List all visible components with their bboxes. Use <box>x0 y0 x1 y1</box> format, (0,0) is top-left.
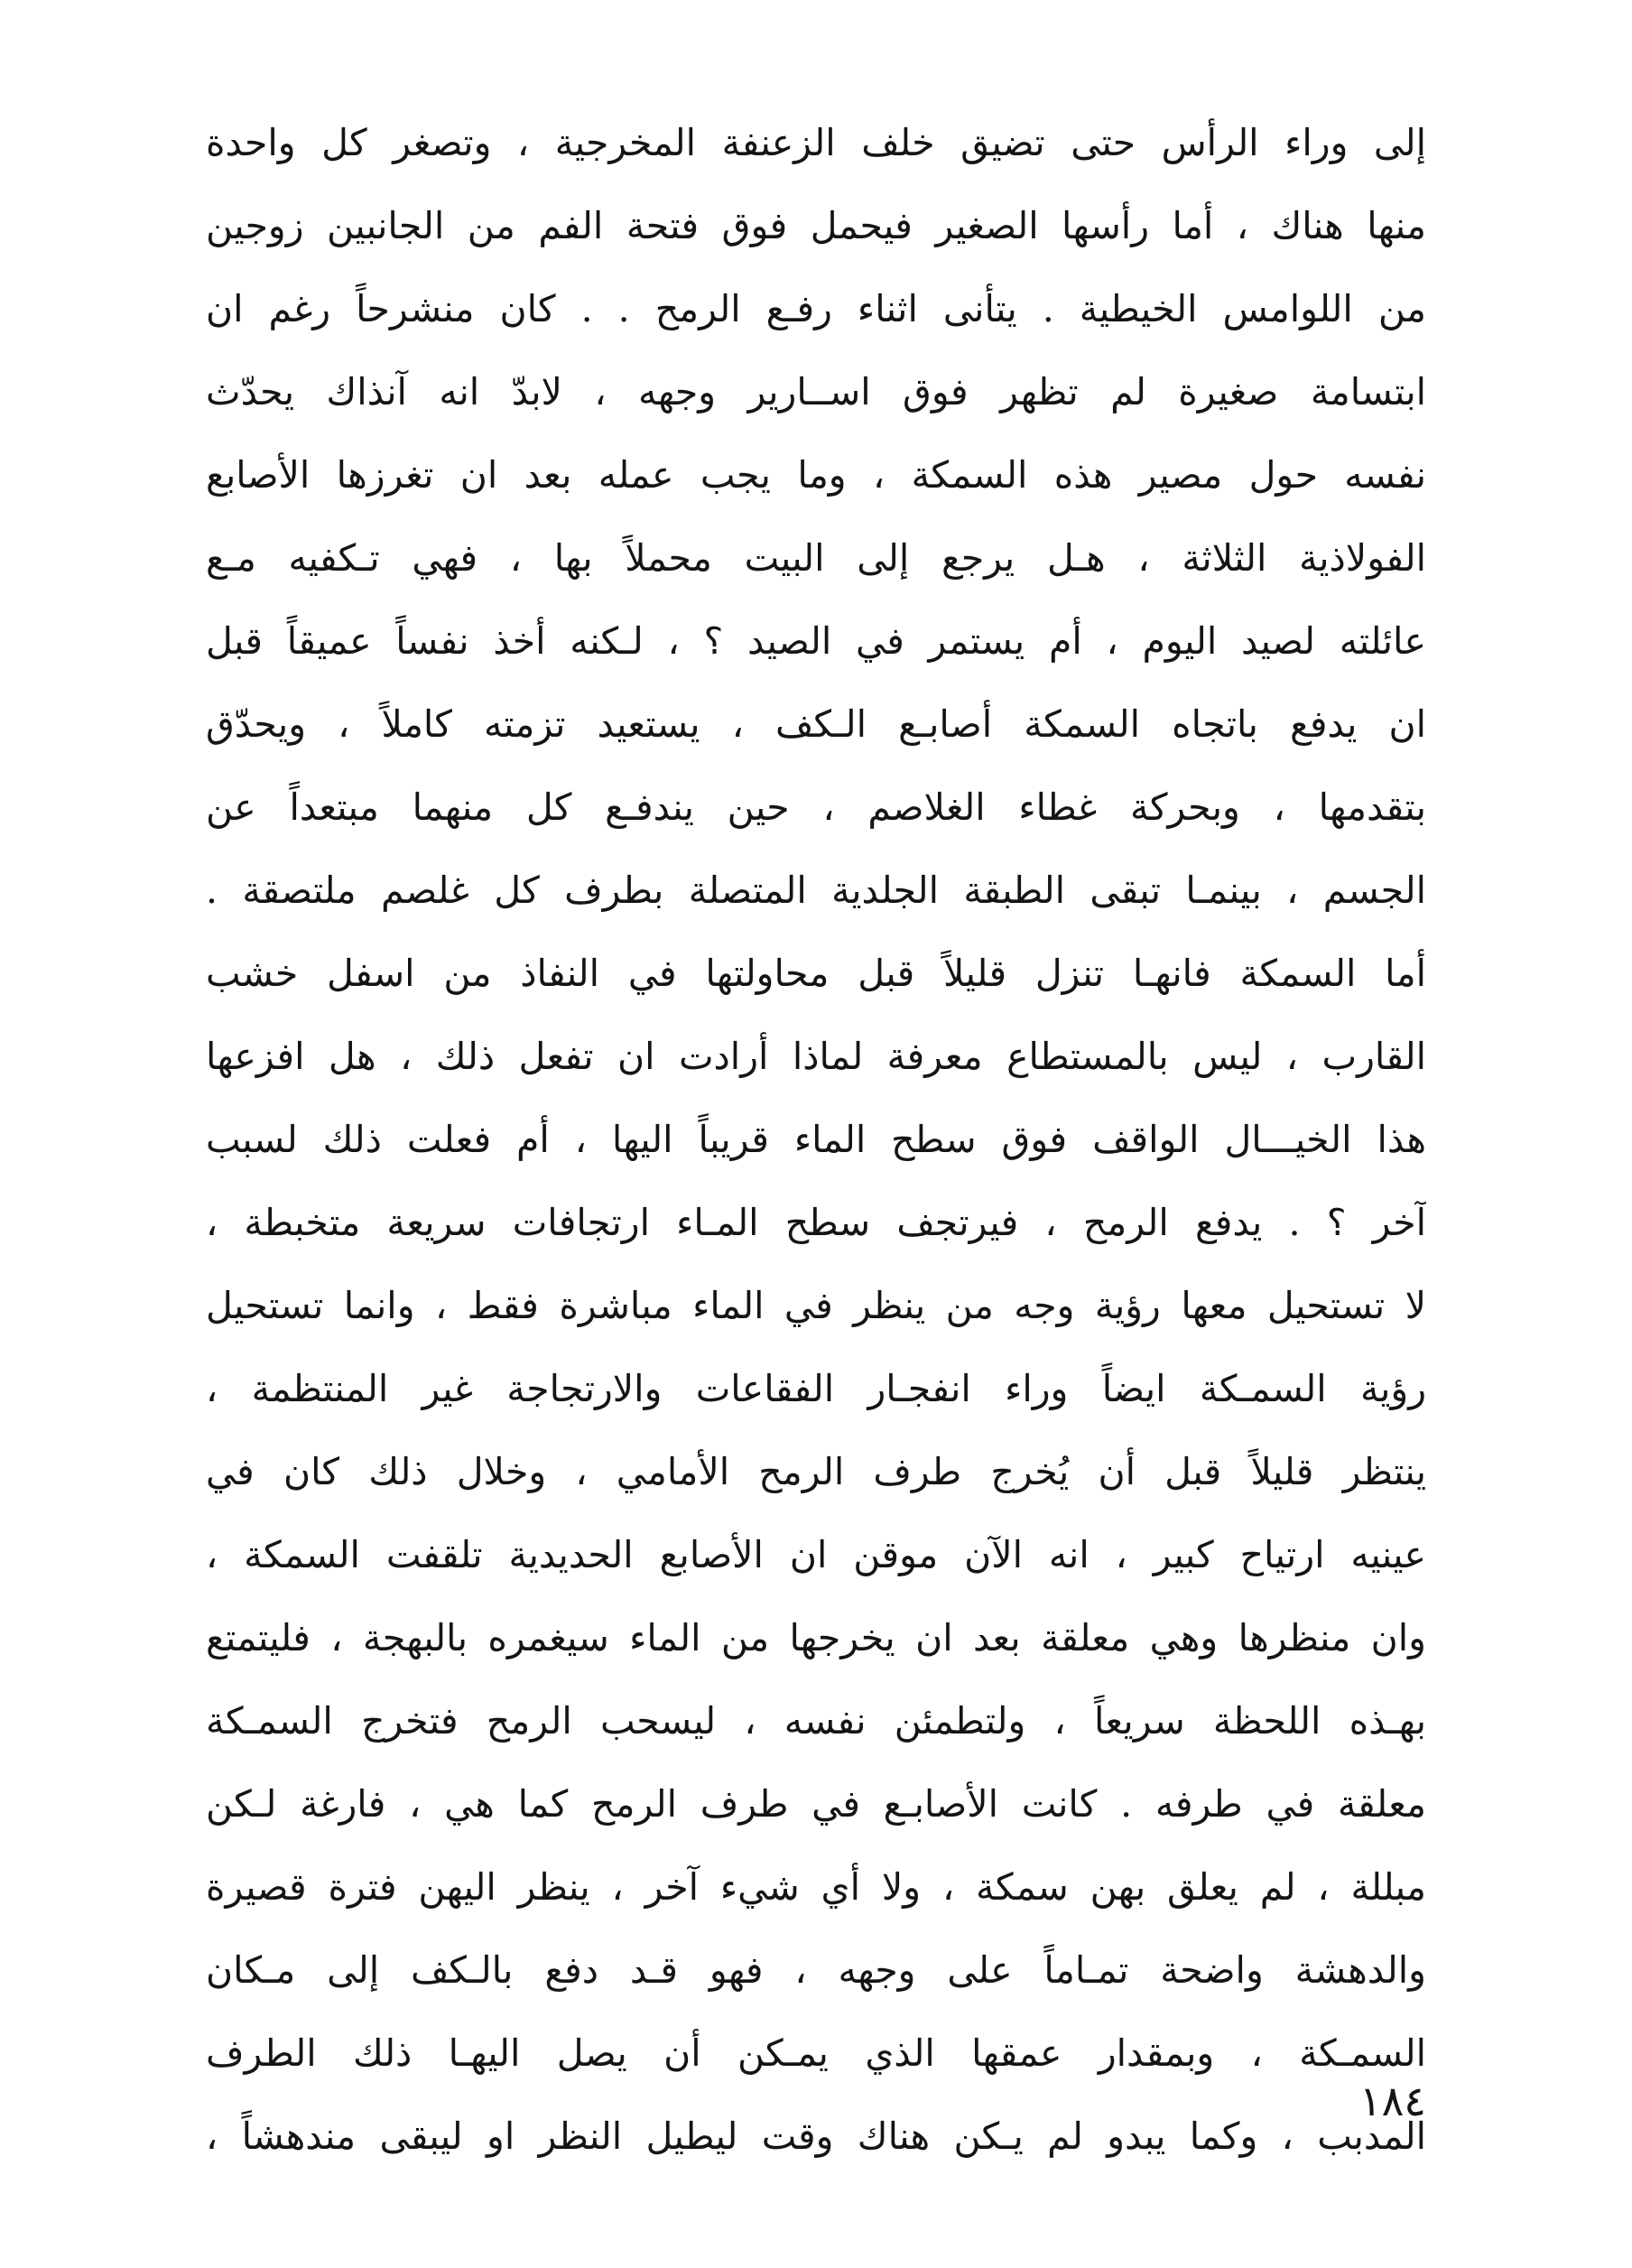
text-line-14: آخر ؟ . يدفع الرمح ، فيرتجف سطح المـاء ارتجافات سريعة متخبطة ، <box>206 1201 1426 1244</box>
text-line-21: معلقة في طرفه . كانت الأصابـع في طرف الرمح كما هي ، فارغة لـكن <box>206 1782 1426 1826</box>
text-line-15: لا تستحيل معها رؤية وجه من ينظر في الماء مباشرة فقط ، وانما تستحيل <box>206 1284 1426 1327</box>
text-line-22: مبللة ، لم يعلق بهن سمكة ، ولا أي شيء آخر ، ينظر اليهن فترة قصيرة <box>206 1865 1426 1909</box>
text-line-3: من اللوامس الخيطية . يتأنى اثناء رفـع الرمح . . كان منشرحاً رغم ان <box>206 287 1426 330</box>
text-line-16: رؤية السمـكة ايضاً وراء انفجـار الفقاعات والارتجاجة غير المنتظمة ، <box>206 1367 1426 1410</box>
text-line-11: أما السمكة فانهـا تنزل قليلاً قبل محاولتها في النفاذ من اسفل خشب <box>206 952 1426 995</box>
text-line-2: منها هناك ، أما رأسها الصغير فيحمل فوق فتحة الفم من الجانبين زوجين <box>206 204 1426 247</box>
text-line-7: عائلته لصيد اليوم ، أم يستمر في الصيد ؟ ، لـكنه أخذ نفساً عميقاً قبل <box>206 619 1426 663</box>
text-line-23: والدهشة واضحة تمـاماً على وجهه ، فهو قـد دفع بالـكف إلى مـكان <box>206 1948 1426 1992</box>
body-text <box>206 101 1426 2178</box>
text-line-6: الفولاذية الثلاثة ، هـل يرجع إلى البيت محملاً بها ، فهي تـكفيه مـع <box>206 536 1426 580</box>
text-line-13: هذا الخيـــال الواقف فوق سطح الماء قريباً اليها ، أم فعلت ذلك لسبب <box>206 1118 1426 1161</box>
text-line-1: إلى وراء الرأس حتى تضيق خلف الزعنفة المخرجية ، وتصغر كل واحدة <box>206 121 1426 164</box>
text-line-20: بهـذه اللحظة سريعاً ، ولتطمئن نفسه ، ليسحب الرمح فتخرج السمـكة <box>206 1699 1426 1743</box>
text-line-25: المدبب ، وكما يبدو لم يـكن هناك وقت ليطيل النظر او ليبقى مندهشاً ، <box>206 2115 1426 2158</box>
text-line-12: القارب ، ليس بالمستطاع معرفة لماذا أرادت ان تفعل ذلك ، هل افزعها <box>206 1035 1426 1078</box>
page-number: ١٨٤ <box>1358 2077 1426 2125</box>
text-line-8: ان يدفع باتجاه السمكة أصابـع الـكف ، يستعيد تزمته كاملاً ، ويحدّق <box>206 702 1426 746</box>
text-line-9: بتقدمها ، وبحركة غطاء الغلاصم ، حين يندفـع كل منهما مبتعداً عن <box>206 785 1426 829</box>
text-line-10: الجسم ، بينمـا تبقى الطبقة الجلدية المتصلة بطرف كل غلصم ملتصقة . <box>206 869 1426 912</box>
text-line-24: السمـكة ، وبمقدار عمقها الذي يمـكن أن يصل اليهـا ذلك الطرف <box>206 2031 1426 2075</box>
text-line-4: ابتسامة صغيرة لم تظهر فوق اســارير وجهه ، لابدّ انه آنذاك يحدّث <box>206 370 1426 414</box>
text-line-5: نفسه حول مصير هذه السمكة ، وما يجب عمله بعد ان تغرزها الأصابع <box>206 453 1426 497</box>
text-line-19: وان منظرها وهي معلقة بعد ان يخرجها من الماء سيغمره بالبهجة ، فليتمتع <box>206 1616 1426 1659</box>
text-line-18: عينيه ارتياح كبير ، انه الآن موقن ان الأصابع الحديدية تلقفت السمكة ، <box>206 1533 1426 1576</box>
text-line-17: ينتظر قليلاً قبل أن يُخرج طرف الرمح الأمامي ، وخلال ذلك كان في <box>206 1450 1426 1493</box>
